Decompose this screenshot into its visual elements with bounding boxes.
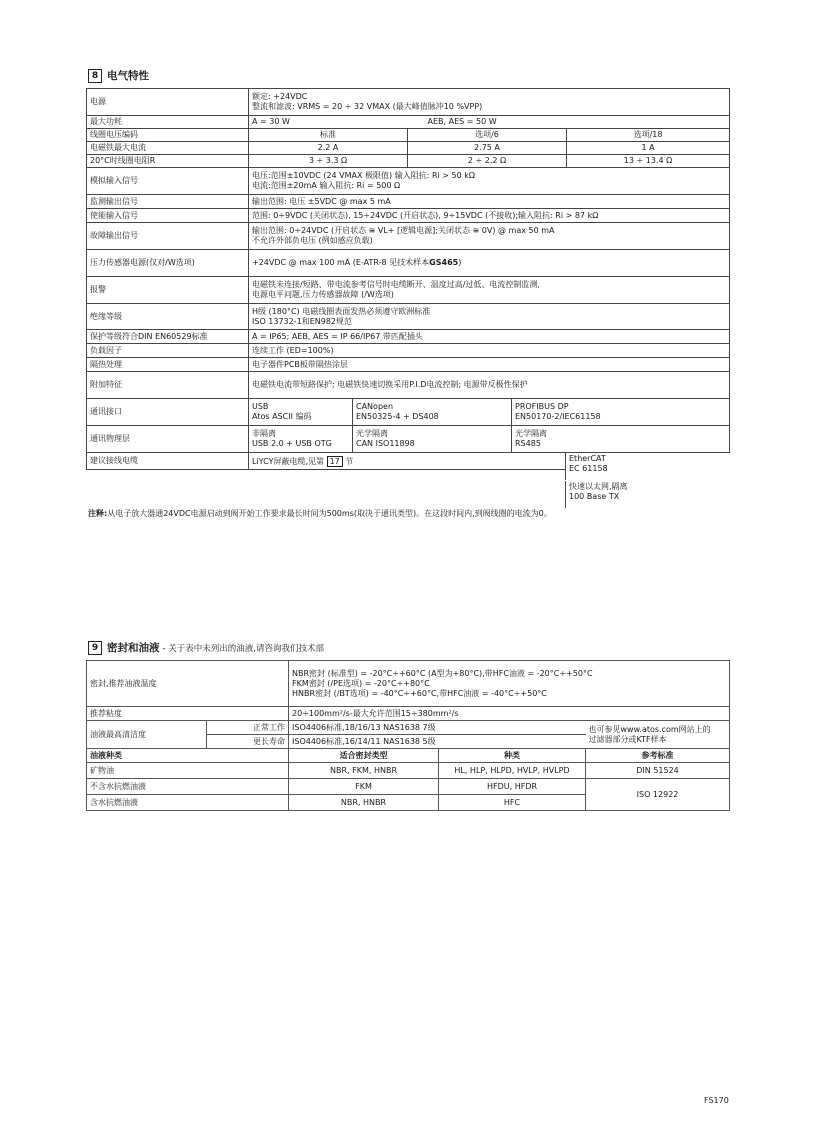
viscosity-value: 20÷100mm²/s-最大允许范围15÷380mm²/s [289, 707, 730, 721]
row-comm-if [87, 399, 730, 426]
comm-if-canopen [353, 399, 512, 426]
comm-col4-overlay [565, 453, 729, 509]
enable-in-label: 使能输入信号 [87, 209, 249, 223]
row-fault-out [87, 223, 730, 250]
duty-value: 连续工作 (ED=100%) [249, 344, 730, 358]
coil-code-label: 线圈电压编码 [87, 129, 249, 142]
row-analog-in [87, 168, 730, 195]
section9-title: 密封和油液 [107, 642, 160, 654]
cable-end: 节 [345, 456, 354, 466]
tropical-label: 隔热处理 [87, 358, 249, 372]
fluid-class: HL, HLP, HLPD, HVLP, HVLPD [439, 763, 586, 779]
row-enable-in [87, 209, 730, 223]
power-line1: 额定: +24VDC [252, 92, 308, 101]
coil-code-6: 选项/6 [408, 129, 567, 142]
fluid-class: HFC [439, 795, 586, 811]
seal-temp-label: 密封,推荐油液温度 [87, 661, 289, 707]
comm-phys-can [353, 426, 512, 453]
fluid-name: 矿物油 [87, 763, 289, 779]
row-tropical [87, 358, 730, 372]
cable-text: LiYCY屏蔽电缆,见第 [252, 456, 325, 466]
pressure-supply-text: +24VDC @ max 100 mA (E-ATR-8 见技术样本 [252, 258, 430, 267]
clean-note [586, 721, 730, 749]
extra-label: 附加特征 [87, 372, 249, 399]
max-current-label: 电磁铁最大电流 [87, 142, 249, 155]
insulation-line1: H级 (180°C) 电磁线圈表面发热必须遵守欧洲标准 [252, 306, 431, 316]
row-comm-phys [87, 426, 730, 453]
alarm-line2: 电源电平问题,压力传感器故障 (/W选项) [252, 290, 394, 299]
row-alarm [87, 277, 730, 304]
power-value [249, 89, 730, 116]
seal-temp-line1: NBR密封 (标准型) = -20°C÷+60°C (A型为+80°C),带HFC油液 = -20°C÷+50°C [292, 668, 593, 678]
fluid-name: 含水抗燃油液 [87, 795, 289, 811]
comm-if-label: 通讯接口 [87, 399, 249, 426]
fluid-seal: NBR, FKM, HNBR [289, 763, 439, 779]
monitor-out-label: 监测输出信号 [87, 195, 249, 209]
fluid-std: ISO 12922 [586, 779, 730, 811]
max-current-18: 1 A [567, 142, 730, 155]
clean-normal-value: ISO4406标准,18/16/13 NAS1638 7级 [289, 721, 586, 735]
comm-if-usb [249, 399, 353, 426]
header-fluid: 油液种类 [87, 749, 289, 763]
row-power [87, 89, 730, 116]
cable-label: 建议接线电缆 [87, 453, 249, 470]
section9-number: 9 [88, 641, 102, 655]
comm-phys-rs485 [512, 426, 730, 453]
analog-in-line2: 电流:范围±20mA 输入阻抗: Ri = 500 Ω [252, 181, 401, 190]
comm-phys-usb [249, 426, 353, 453]
max-power-b [408, 116, 730, 129]
cleanliness-label: 油液最高清洁度 [87, 721, 207, 749]
fluid-seal: NBR, HNBR [289, 795, 439, 811]
analog-in-label: 模拟输入信号 [87, 168, 249, 195]
row-viscosity [87, 707, 730, 721]
row-duty [87, 344, 730, 358]
fault-out-label: 故障输出信号 [87, 223, 249, 250]
tropical-value: 电子器件PCB板带隔热涂层 [249, 358, 730, 372]
row-seal-temp [87, 661, 730, 707]
cable-section-ref: 17 [327, 456, 343, 467]
clean-life-label: 更长寿命 [207, 735, 289, 749]
enable-in-value: 范围: 0÷9VDC (关闭状态), 15÷24VDC (开启状态), 9÷15VDC (不接收);输入阻抗: Ri > 87 kΩ [249, 209, 730, 223]
comm-if-profibus-b: EN50170-2/IEC61158 [515, 412, 601, 421]
row-max-current [87, 142, 730, 155]
clean-normal-label: 正常工作 [207, 721, 289, 735]
row-monitor-out [87, 195, 730, 209]
alarm-label: 报警 [87, 277, 249, 304]
max-power-b-text: AEB, AES = 50 W [427, 117, 497, 126]
comm-phys-eth-b: 100 Base TX [569, 492, 620, 501]
coil-code-std: 标准 [249, 129, 408, 142]
row-insulation [87, 304, 730, 330]
comm-phys-eth-a: 快速以太网,隔离 [569, 482, 628, 491]
insulation-value [249, 304, 730, 330]
fluid-seal: FKM [289, 779, 439, 795]
max-power-a-text: A = 30 W [252, 117, 290, 126]
row-coil-code [87, 129, 730, 142]
seal-temp-line3: HNBR密封 (/BT选项) = -40°C÷+60°C,带HFC油液 = -40°C÷+50°C [292, 688, 547, 698]
row-resistance [87, 155, 730, 168]
max-current-std: 2.2 A [249, 142, 408, 155]
section9-subtitle: - 关于表中未列出的油液,请咨询我们技术部 [162, 643, 324, 654]
protection-value: A = IP65; AEB, AES = IP 66/IP67 带匹配插头 [249, 330, 730, 344]
comm-if-usb-a: USB [252, 402, 269, 411]
pressure-supply-end: ) [458, 258, 462, 267]
section8-heading [88, 68, 149, 83]
row-pressure-supply [87, 250, 730, 277]
comm-phys-can-a: 光学隔离 [356, 429, 388, 438]
row-protection [87, 330, 730, 344]
comm-if-usb-b: Atos ASCII 编码 [252, 412, 312, 421]
section8-title: 电气特性 [107, 70, 149, 82]
section9-heading [88, 640, 324, 655]
viscosity-label: 推荐粘度 [87, 707, 289, 721]
fault-out-line1: 输出范围: 0÷24VDC (开启状态 ≅ VL+ [逻辑电源];关闭状态 ≅ 0V) @ max 50 mA [252, 226, 555, 235]
resistance-6: 2 ÷ 2.2 Ω [408, 155, 567, 168]
fault-out-line2: 不允许外部负电压 (例如感应负载) [252, 236, 373, 245]
comm-if-canopen-b: EN50325-4 + DS408 [356, 412, 439, 421]
clean-note-line1: 也可参见www.atos.com网站上的 [588, 724, 711, 734]
row-extra [87, 372, 730, 399]
electrical-table [86, 88, 730, 470]
alarm-value [249, 277, 730, 304]
protection-label: 保护等级符合DIN EN60529标准 [87, 330, 249, 344]
comm-if-ethercat-cell [565, 453, 730, 480]
comm-if-profibus-a: PROFIBUS DP [515, 402, 569, 411]
comm-phys-can-b: CAN ISO11898 [356, 439, 415, 448]
comm-phys-usb-b: USB 2.0 + USB OTG [252, 439, 332, 448]
resistance-std: 3 ÷ 3.3 Ω [249, 155, 408, 168]
section8-note [88, 508, 552, 519]
seals-fluids-table [86, 660, 730, 811]
power-label: 电源 [87, 89, 249, 116]
max-power-a [249, 116, 408, 129]
comm-phys-rs485-a: 光学隔离 [515, 429, 547, 438]
fluid-name: 不含水抗燃油液 [87, 779, 289, 795]
header-std: 参考标准 [586, 749, 730, 763]
max-power-label: 最大功耗 [87, 116, 249, 129]
analog-in-line1: 电压:范围±10VDC (24 VMAX 极限值) 输入阻抗: Ri > 50 kΩ [252, 171, 475, 180]
insulation-label: 绝缘等级 [87, 304, 249, 330]
pressure-supply-ref: GS465 [429, 258, 459, 267]
max-current-6: 2.75 A [408, 142, 567, 155]
note-text: 从电子放大器通24VDC电源启动到阀开始工作要求最长时间为500ms(取决于通讯类型)。在这段时间内,到阀线圈的电流为0。 [107, 509, 552, 518]
comm-phys-label: 通讯物理层 [87, 426, 249, 453]
comm-if-ethercat-a: EtherCAT [569, 454, 606, 463]
seal-temp-value [289, 661, 730, 707]
pressure-supply-label: 压力传感器电源(仅对/W选项) [87, 250, 249, 277]
row-clean-normal [87, 721, 730, 735]
row-fluid-headers [87, 749, 730, 763]
pressure-supply-value [249, 250, 730, 277]
table-row [87, 779, 730, 795]
resistance-18: 13 ÷ 13.4 Ω [567, 155, 730, 168]
fluid-std: DIN 51524 [586, 763, 730, 779]
clean-life-value: ISO4406标准,16/14/11 NAS1638 5级 [289, 735, 586, 749]
coil-code-18: 选项/18 [567, 129, 730, 142]
section8-number: 8 [88, 69, 102, 83]
analog-in-value [249, 168, 730, 195]
table-row [87, 763, 730, 779]
clean-note-line2: 过滤器部分或KTF样本 [588, 734, 667, 744]
page-footer: FS170 [704, 1096, 729, 1105]
comm-if-canopen-a: CANopen [356, 402, 394, 411]
alarm-line1: 电磁铁未连接/短路、带电流参考信号时电缆断开、温度过高/过低、电流控制监测, [252, 280, 540, 289]
fluid-class: HFDU, HFDR [439, 779, 586, 795]
power-line2: 整流和滤波: VRMS = 20 ÷ 32 VMAX (最大峰值脉冲10 %VPP) [252, 102, 483, 111]
fault-out-value [249, 223, 730, 250]
comm-if-ethercat-b: EC 61158 [569, 464, 608, 473]
comm-phys-rs485-b: RS485 [515, 439, 541, 448]
comm-phys-eth-cell [565, 481, 730, 508]
extra-value: 电磁铁电流带短路保护; 电磁铁快速切换采用P.I.D电流控制; 电源带反极性保护 [249, 372, 730, 399]
monitor-out-value: 输出范围: 电压 ±5VDC @ max 5 mA [249, 195, 730, 209]
insulation-line2: ISO 13732-1和EN982规范 [252, 316, 353, 326]
note-label: 注释: [88, 509, 108, 518]
comm-phys-usb-a: 非隔离 [252, 429, 276, 438]
header-class: 种类 [439, 749, 586, 763]
header-seal: 适合密封类型 [289, 749, 439, 763]
row-max-power [87, 116, 730, 129]
resistance-label: 20°C时线圈电阻R [87, 155, 249, 168]
seal-temp-line2: FKM密封 (/PE选项) = -20°C÷+80°C [292, 678, 430, 688]
comm-if-profibus [512, 399, 730, 426]
duty-label: 负载因子 [87, 344, 249, 358]
